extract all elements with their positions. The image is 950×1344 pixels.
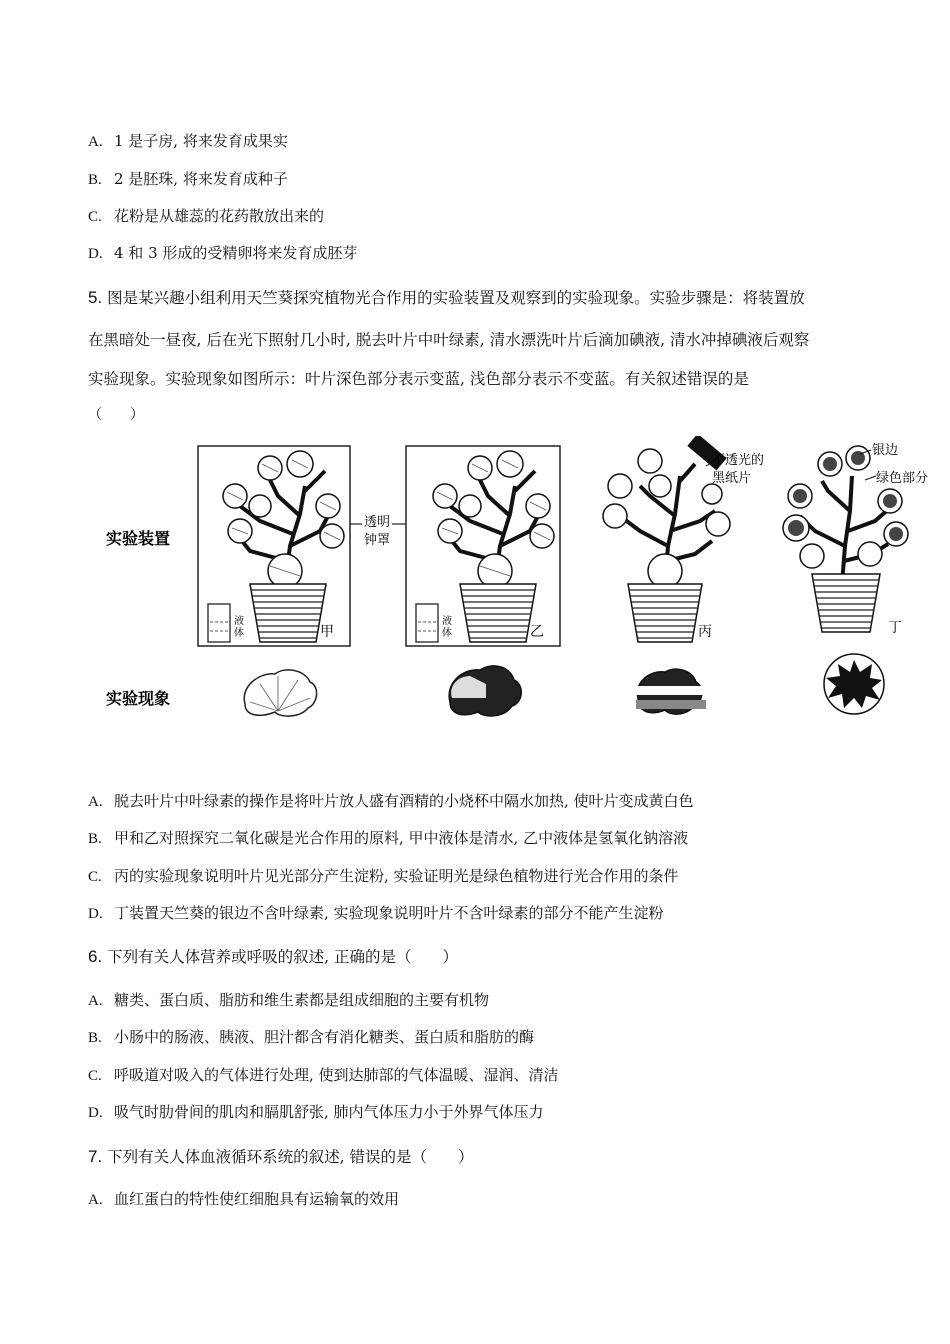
option-letter: D. bbox=[88, 246, 103, 262]
setup-ding bbox=[783, 442, 928, 636]
black-paper-label-2: 黑纸片 bbox=[712, 471, 752, 486]
q6-option-c bbox=[88, 1064, 559, 1087]
option-text: 血红蛋白的特性使红细胞具有运输氧的效用 bbox=[114, 1190, 400, 1208]
q5-option-b bbox=[88, 827, 688, 850]
option-letter: B. bbox=[88, 1030, 102, 1046]
result-leaf-ding bbox=[824, 654, 884, 714]
option-letter: A. bbox=[88, 993, 103, 1009]
question-number: 7. bbox=[88, 1147, 103, 1166]
result-leaf-jia bbox=[244, 670, 316, 716]
option-letter: B. bbox=[88, 831, 102, 847]
label-ding: 丁 bbox=[888, 620, 902, 636]
q4-option-a bbox=[88, 130, 288, 153]
q6-option-b bbox=[88, 1026, 534, 1049]
liquid-label: 液 bbox=[234, 616, 244, 627]
option-letter: B. bbox=[88, 172, 102, 188]
option-text: 甲和乙对照探究二氧化碳是光合作用的原料, 甲中液体是清水, 乙中液体是氢氧化钠溶液 bbox=[114, 829, 689, 847]
option-text: 花粉是从雄蕊的花药散放出来的 bbox=[114, 207, 325, 225]
option-text: 吸气时肋骨间的肌肉和膈肌舒张, 肺内气体压力小于外界气体压力 bbox=[114, 1103, 544, 1121]
pot-bing bbox=[628, 584, 702, 642]
label-bing: 丙 bbox=[698, 624, 712, 640]
option-letter: C. bbox=[88, 1068, 102, 1084]
option-letter: D. bbox=[88, 1105, 103, 1121]
result-leaf-yi bbox=[449, 666, 521, 716]
q4-option-b bbox=[88, 168, 288, 191]
pot-ding bbox=[812, 574, 880, 632]
pot-jia bbox=[250, 584, 326, 642]
question-number: 6. bbox=[88, 947, 103, 966]
liquid-label: 体 bbox=[234, 628, 244, 639]
option-text: 脱去叶片中叶绿素的操作是将叶片放人盛有酒精的小烧杯中隔水加热, 使叶片变成黄白色 bbox=[114, 792, 694, 810]
stem-text: 下列有关人体营养或呼吸的叙述, 正确的是（ ） bbox=[107, 948, 458, 966]
stem-text: 下列有关人体血液循环系统的叙述, 错误的是（ ） bbox=[107, 1148, 474, 1166]
photosynthesis-experiment-figure bbox=[100, 436, 940, 736]
option-letter: A. bbox=[88, 1192, 103, 1208]
option-text: 小肠中的肠液、胰液、胆汁都含有消化糖类、蛋白质和脂肪的酶 bbox=[114, 1028, 535, 1046]
option-text: 4 和 3 形成的受精卵将来发育成胚芽 bbox=[114, 244, 358, 262]
q6-stem bbox=[88, 946, 868, 968]
setup-yi bbox=[406, 446, 560, 646]
question-number: 5. bbox=[88, 288, 103, 307]
option-text: 1 是子房, 将来发育成果实 bbox=[114, 132, 288, 150]
setup-bing bbox=[603, 436, 764, 642]
q6-option-a bbox=[88, 989, 489, 1012]
option-letter: D. bbox=[88, 906, 103, 922]
q5-option-a bbox=[88, 790, 694, 813]
q5-stem-line-4: （ ） bbox=[88, 407, 144, 423]
liquid-label: 液 bbox=[442, 616, 452, 627]
beaker-yi bbox=[416, 604, 438, 642]
option-letter: C. bbox=[88, 209, 102, 225]
result-leaf-bing bbox=[636, 669, 706, 714]
q6-option-d bbox=[88, 1101, 544, 1124]
option-text: 2 是胚珠, 将来发育成种子 bbox=[114, 170, 288, 188]
green-part-label: 绿色部分 bbox=[876, 471, 929, 486]
q7-option-a bbox=[88, 1188, 399, 1211]
q7-stem bbox=[88, 1146, 868, 1168]
liquid-label: 体 bbox=[442, 628, 452, 639]
option-letter: A. bbox=[88, 794, 103, 810]
option-letter: C. bbox=[88, 869, 102, 885]
q5-stem-line-2: 在黑暗处一昼夜, 后在光下照射几小时, 脱去叶片中叶绿素, 清水漂洗叶片后滴加碘液, 清水冲掉碘液后观察 bbox=[88, 331, 810, 349]
q4-option-d bbox=[88, 242, 357, 265]
option-text: 丙的实验现象说明叶片见光部分产生淀粉, 实验证明光是绿色植物进行光合作用的条件 bbox=[114, 867, 679, 885]
option-text: 丁装置天竺葵的银边不含叶绿素, 实验现象说明叶片不含叶绿素的部分不能产生淀粉 bbox=[114, 904, 664, 922]
pot-yi bbox=[460, 584, 536, 642]
silver-edge-label: 银边 bbox=[872, 443, 899, 458]
option-text: 糖类、蛋白质、脂肪和维生素都是组成细胞的主要有机物 bbox=[114, 991, 490, 1009]
black-paper-label-1: 不透光的 bbox=[712, 453, 765, 468]
option-letter: A. bbox=[88, 134, 103, 150]
row-label-result: 实验现象 bbox=[106, 689, 171, 708]
bell-jar-label-2: 钟罩 bbox=[364, 533, 391, 548]
setup-jia bbox=[198, 446, 350, 646]
q5-stem-line-3: 实验现象。实验现象如图所示：叶片深色部分表示变蓝, 浅色部分表示不变蓝。有关叙述错误的是 bbox=[88, 370, 749, 388]
row-label-setup: 实验装置 bbox=[106, 529, 171, 548]
label-yi: 乙 bbox=[530, 624, 544, 640]
label-jia: 甲 bbox=[320, 624, 334, 640]
option-text: 呼吸道对吸入的气体进行处理, 使到达肺部的气体温暖、湿润、清洁 bbox=[114, 1066, 559, 1084]
q5-option-c bbox=[88, 865, 679, 888]
q5-option-d bbox=[88, 902, 664, 925]
q4-option-c bbox=[88, 205, 324, 228]
bell-jar-label-1: 透明 bbox=[364, 515, 391, 530]
q5-stem-line-1 bbox=[88, 287, 868, 309]
stem-text: 图是某兴趣小组利用天竺葵探究植物光合作用的实验装置及观察到的实验现象。实验步骤是：将装置放 bbox=[107, 289, 805, 307]
beaker-jia bbox=[208, 604, 230, 642]
